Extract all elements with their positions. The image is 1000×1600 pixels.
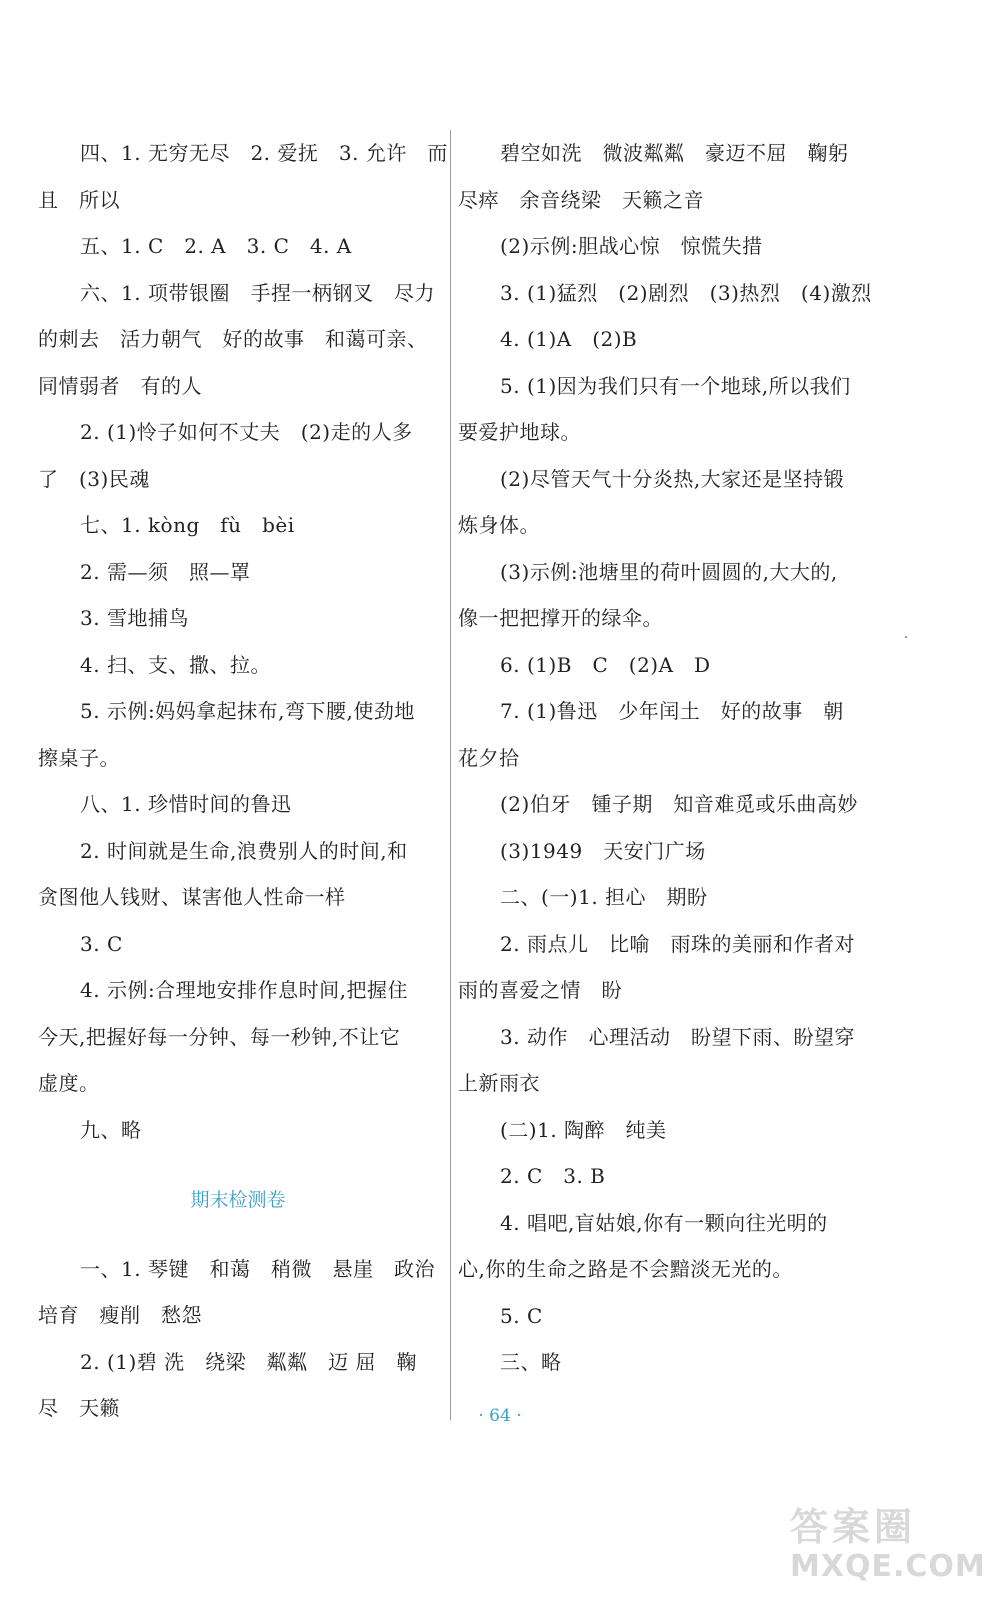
answer-line: (3)1949 天安门广场 (500, 838, 706, 863)
left-answer-lines (38, 130, 448, 1153)
answer-line: 3. 动作 心理活动 盼望下雨、盼望穿 (500, 1024, 855, 1049)
answer-line: 且 所以 (38, 187, 120, 212)
right-answer-lines (458, 130, 872, 1386)
answer-line: 4. (1)A (2)B (500, 327, 638, 351)
answer-line: 7. (1)鲁迅 少年闰土 好的故事 朝 (500, 699, 844, 723)
answer-line: 像一把把撑开的绿伞。 (458, 606, 663, 630)
answer-line: 三、略 (500, 1350, 562, 1374)
left-answer-lines-after-title (38, 1246, 438, 1432)
page-number: · 64 · (478, 1406, 522, 1426)
answer-line: 一、1. 琴键 和蔼 稍微 悬崖 政治 (80, 1256, 435, 1281)
answer-line: 贪图他人钱财、谋害他人性命一样 (38, 885, 346, 909)
answer-line: 上新雨衣 (458, 1071, 540, 1095)
left-column (38, 130, 448, 1432)
answer-line: 同情弱者 有的人 (38, 373, 202, 398)
answer-line: 2. (1)怜子如何不丈夫 (2)走的人多 (80, 420, 413, 444)
answer-line: 2. C 3. B (500, 1164, 606, 1188)
watermark-logo (790, 1505, 990, 1595)
margin-dot (905, 636, 907, 638)
answer-line: 培育 瘦削 愁怨 (38, 1303, 202, 1327)
column-divider (450, 130, 451, 1420)
answer-line: 2. 时间就是生命,浪费别人的时间,和 (80, 838, 408, 863)
answer-line: (2)尽管天气十分炎热,大家还是坚持锻 (500, 466, 845, 491)
answer-line: 2. (1)碧 洗 绕梁 粼粼 迈 屈 鞠 (80, 1349, 417, 1374)
answer-line: 尽瘁 余音绕梁 天籁之音 (458, 187, 704, 212)
answer-line: 3. (1)猛烈 (2)剧烈 (3)热烈 (4)激烈 (500, 280, 872, 305)
right-column (458, 130, 872, 1386)
answer-line: 6. (1)B C (2)A D (500, 652, 711, 677)
answer-line: 心,你的生命之路是不会黯淡无光的。 (458, 1257, 793, 1281)
answer-line: 碧空如洗 微波粼粼 豪迈不屈 鞠躬 (500, 141, 849, 165)
answer-line: (2)伯牙 锺子期 知音难觅或乐曲高妙 (500, 792, 858, 816)
answer-line: 5. 示例:妈妈拿起抹布,弯下腰,使劲地 (80, 699, 415, 723)
answer-line: 3. C (80, 931, 123, 956)
answer-line: 二、(一)1. 担心 期盼 (500, 885, 708, 909)
answer-line: 5. C (500, 1303, 543, 1328)
answer-line: 3. 雪地捕鸟 (80, 606, 189, 630)
section-title: 期末检测卷 (190, 1189, 286, 1211)
answer-line: 五、1. C 2. A 3. C 4. A (80, 234, 352, 258)
answer-line: 四、1. 无穷无尽 2. 爱抚 3. 允许 而 (80, 141, 448, 165)
answer-line: 4. 唱吧,盲姑娘,你有一颗向往光明的 (500, 1210, 828, 1235)
answer-line: 花夕拾 (458, 745, 520, 770)
watermark-logo-bottom: MXQE.COM (790, 1549, 986, 1584)
answer-line: (二)1. 陶醉 纯美 (500, 1117, 667, 1142)
answer-line: 的刺去 活力朝气 好的故事 和蔼可亲、 (38, 327, 428, 351)
answer-line: 八、1. 珍惜时间的鲁迅 (80, 792, 292, 816)
answer-line: 4. 示例:合理地安排作息时间,把握住 (80, 978, 409, 1002)
answer-line: 要爱护地球。 (458, 420, 581, 444)
answer-line: 2. 雨点儿 比喻 雨珠的美丽和作者对 (500, 931, 855, 956)
answer-line: 2. 需—须 照—罩 (80, 559, 251, 584)
answer-line: 炼身体。 (458, 513, 540, 537)
answer-line: (3)示例:池塘里的荷叶圆圆的,大大的, (500, 559, 838, 584)
answer-line: 九、略 (80, 1117, 142, 1142)
answer-line: 5. (1)因为我们只有一个地球,所以我们 (500, 373, 851, 398)
watermark-logo-top: 答案圈 (790, 1505, 917, 1549)
answer-line: 了 (3)民魂 (38, 466, 150, 491)
answer-line: (2)示例:胆战心惊 惊慌失措 (500, 234, 763, 258)
answer-line: 4. 扫、支、撒、拉。 (80, 652, 271, 677)
answer-line: 尽 天籁 (38, 1396, 120, 1420)
answer-line: 今天,把握好每一分钟、每一秒钟,不让它 (38, 1024, 401, 1049)
answer-line: 七、1. kòng fù bèi (80, 513, 295, 537)
answer-line: 六、1. 项带银圈 手捏一柄钢叉 尽力 (80, 280, 435, 305)
answer-line: 擦桌子。 (38, 745, 120, 770)
answer-line: 雨的喜爱之情 盼 (458, 978, 622, 1002)
answer-line: 虚度。 (38, 1071, 100, 1095)
